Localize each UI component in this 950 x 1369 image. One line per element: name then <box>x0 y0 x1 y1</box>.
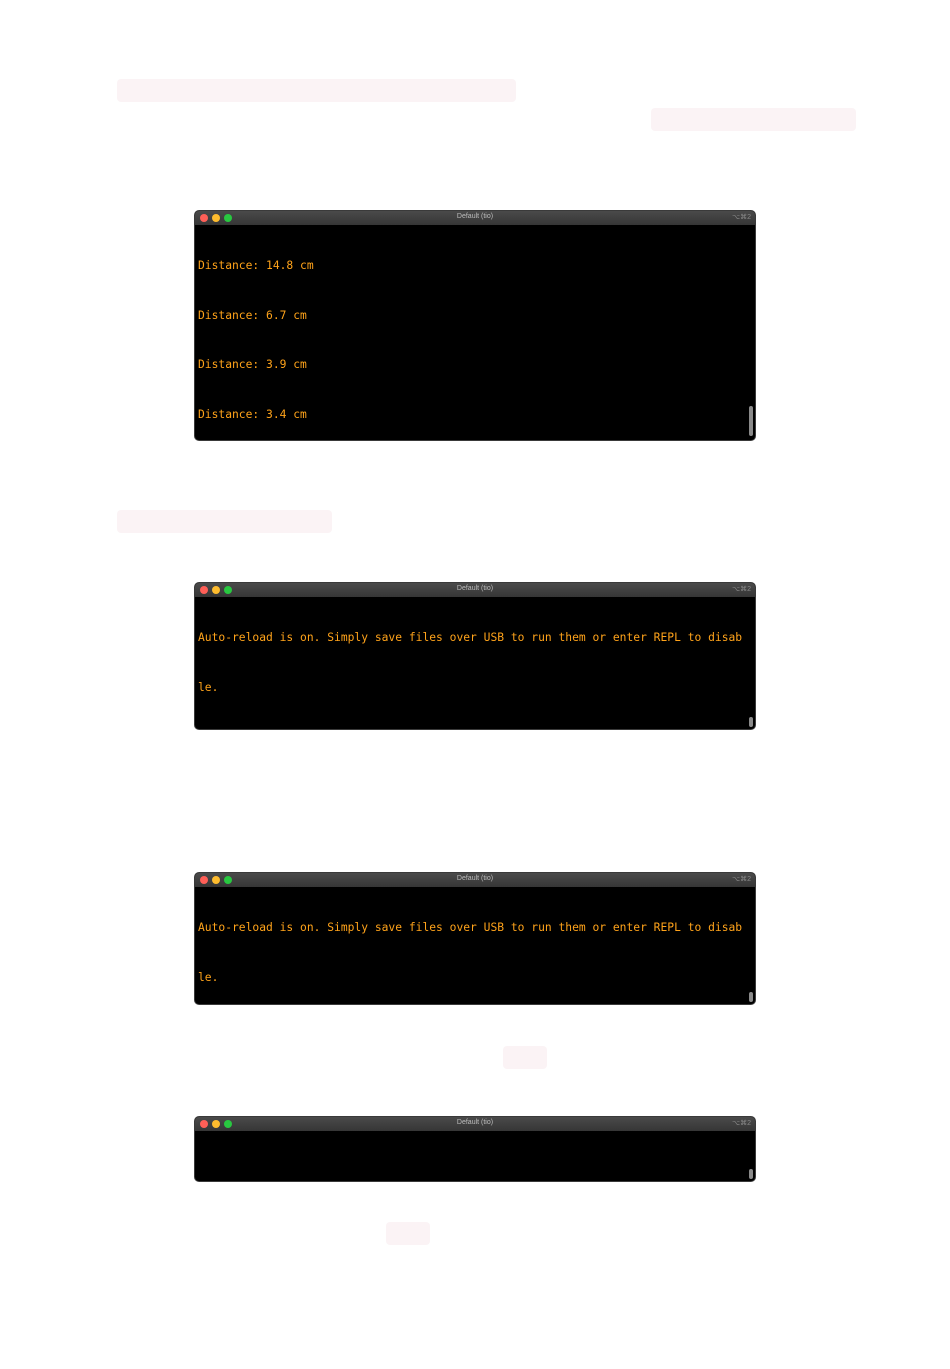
highlight-block <box>117 510 332 533</box>
terminal-line: le. <box>198 970 219 984</box>
terminal-line <box>198 1162 745 1178</box>
terminal-output[interactable] <box>198 887 745 1004</box>
window-title: Default (tio) <box>456 213 494 220</box>
shortcut-label: ⌥⌘2 <box>732 214 751 221</box>
title-bar[interactable] <box>195 211 755 225</box>
title-bar[interactable] <box>195 583 755 597</box>
shortcut-label: ⌥⌘2 <box>732 1120 751 1127</box>
terminal-window[interactable] <box>195 583 755 729</box>
terminal-output[interactable] <box>198 1131 745 1181</box>
terminal-line: le. <box>198 680 219 694</box>
window-title: Default (tio) <box>456 875 494 882</box>
terminal-window[interactable] <box>195 873 755 1004</box>
scrollbar[interactable] <box>749 1169 753 1179</box>
terminal-line: Distance: 14.8 cm <box>198 259 314 272</box>
terminal-line: Distance: 6.7 cm <box>198 308 307 322</box>
terminal-line: Auto-reload is on. Simply save files over USB to run them or enter REPL to disab <box>198 631 743 644</box>
window-title: Default (tio) <box>456 1119 494 1126</box>
highlight-block <box>651 108 856 131</box>
terminal-window[interactable] <box>195 211 755 440</box>
terminal-line: Auto-reload is on. Simply save files over USB to run them or enter REPL to disab <box>198 921 743 934</box>
terminal-output[interactable] <box>198 597 745 729</box>
shortcut-label: ⌥⌘2 <box>732 586 751 593</box>
title-bar[interactable] <box>195 1117 755 1131</box>
title-bar[interactable] <box>195 873 755 887</box>
window-title: Default (tio) <box>456 585 494 592</box>
scrollbar[interactable] <box>749 992 753 1002</box>
terminal-window[interactable] <box>195 1117 755 1181</box>
terminal-line: Distance: 3.9 cm <box>198 358 307 371</box>
highlight-block <box>503 1046 547 1069</box>
highlight-block <box>117 79 516 102</box>
highlight-block <box>386 1222 430 1245</box>
shortcut-label: ⌥⌘2 <box>732 876 751 883</box>
scrollbar[interactable] <box>749 717 753 727</box>
scrollbar[interactable] <box>749 406 753 436</box>
terminal-line: Distance: 3.4 cm <box>198 407 307 421</box>
terminal-output[interactable] <box>198 225 745 440</box>
